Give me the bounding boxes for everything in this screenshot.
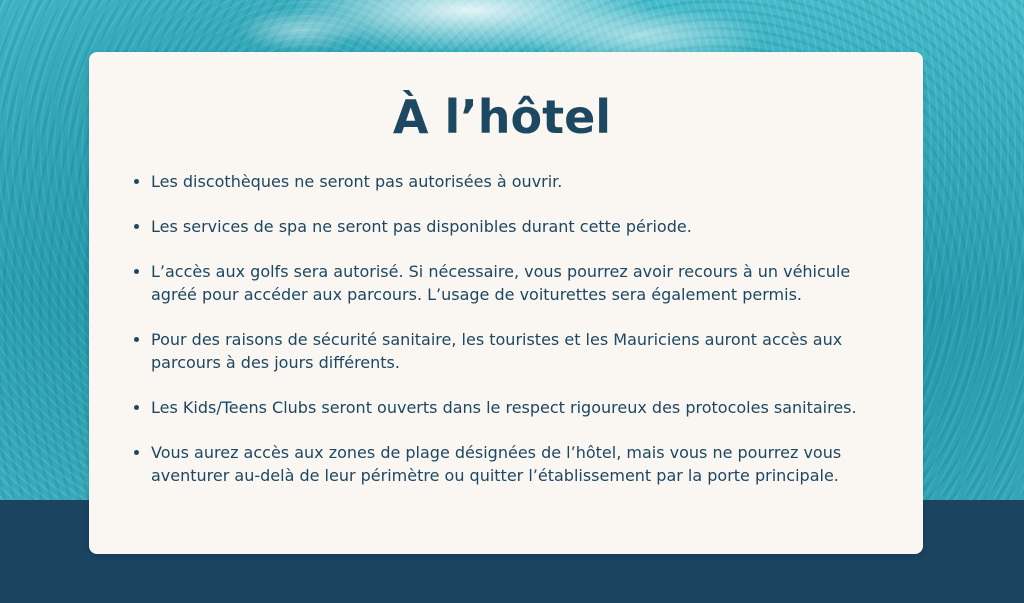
list-item — [129, 396, 875, 419]
rules-list — [129, 170, 875, 487]
list-item — [129, 260, 875, 306]
list-item-text: Vous aurez accès aux zones de plage désignées de l’hôtel, mais vous ne pourrez vous aventurer au-delà de leur périmètre ou quitter l’établissement par la porte principale. — [151, 443, 842, 485]
page-title: À l’hôtel — [392, 90, 612, 144]
bullet-icon — [134, 224, 139, 229]
bullet-icon — [134, 405, 139, 410]
list-item — [129, 441, 875, 487]
list-item-text: Pour des raisons de sécurité sanitaire, les touristes et les Mauriciens auront accès aux parcours à des jours différents. — [151, 330, 843, 372]
list-item-text: Les services de spa ne seront pas disponibles durant cette période. — [151, 217, 692, 236]
info-card — [89, 52, 923, 554]
list-item-text: Les Kids/Teens Clubs seront ouverts dans le respect rigoureux des protocoles sanitaires. — [151, 398, 857, 417]
list-item-text: Les discothèques ne seront pas autorisées à ouvrir. — [151, 172, 563, 191]
list-item — [129, 215, 875, 238]
list-item — [129, 328, 875, 374]
list-item-text: L’accès aux golfs sera autorisé. Si nécessaire, vous pourrez avoir recours à un véhicule agréé pour accéder aux parcours. L’usage de voiturettes sera également permis. — [151, 262, 851, 304]
list-item — [129, 170, 875, 193]
bullet-icon — [134, 269, 139, 274]
bullet-icon — [134, 179, 139, 184]
bullet-icon — [134, 450, 139, 455]
bullet-icon — [134, 337, 139, 342]
